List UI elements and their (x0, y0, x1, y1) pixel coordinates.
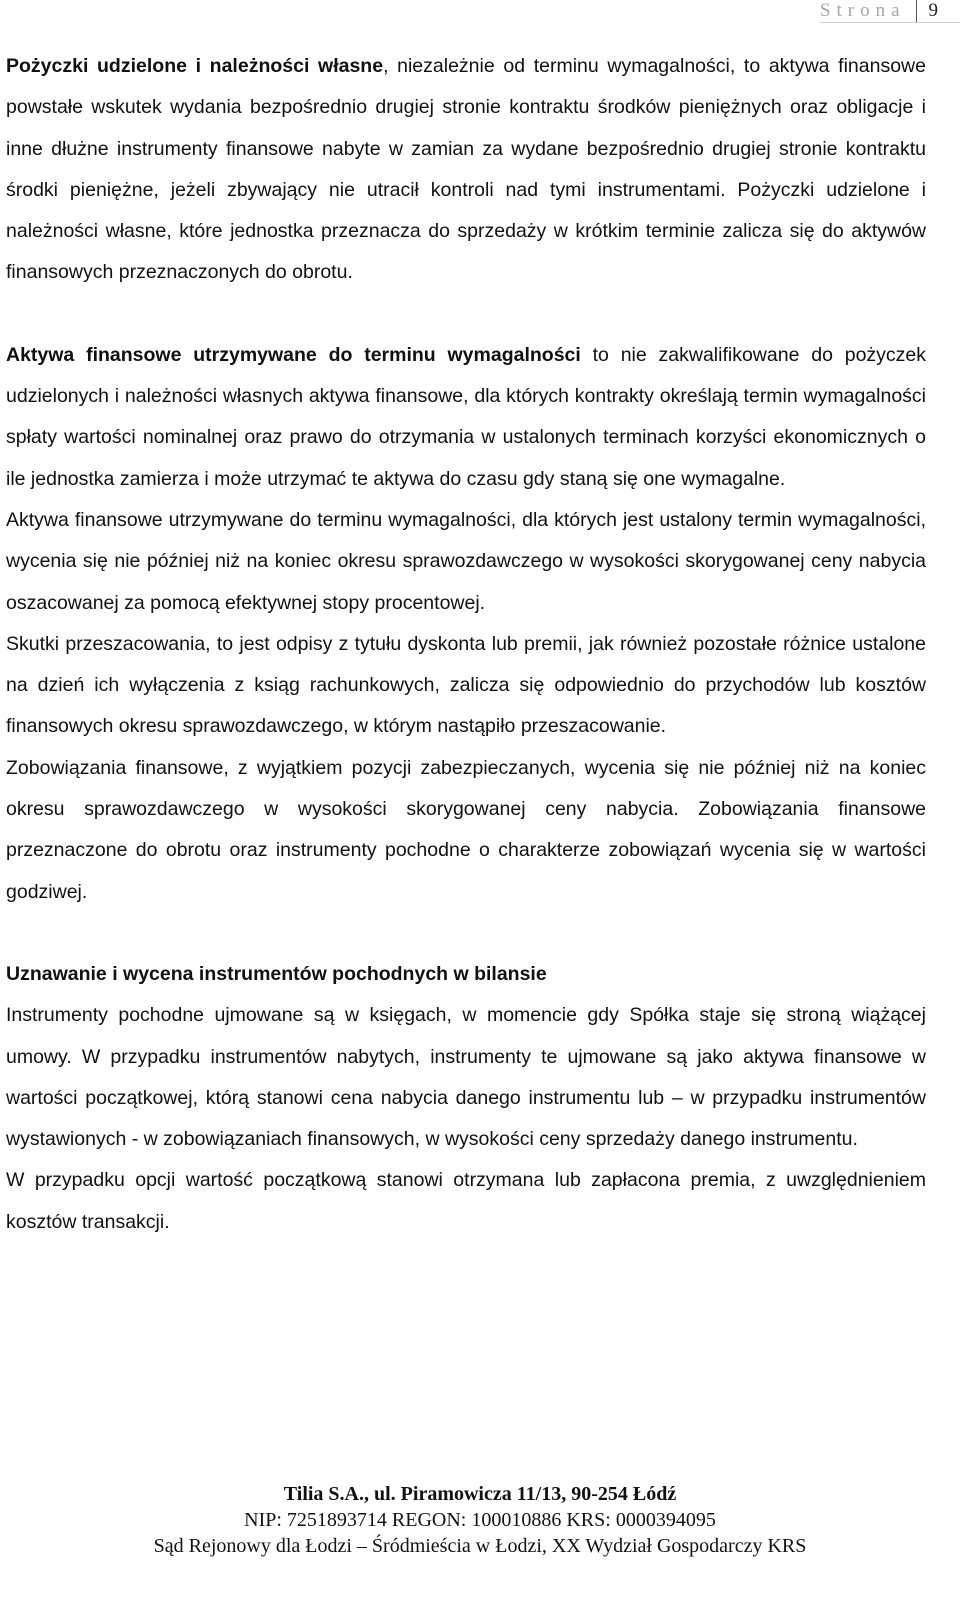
paragraph-held-to-maturity-text: to nie zakwalifikowane do pożyczek udzielonych i należności własnych aktywa finansowe, dla których kontrakty określają termin wymagalności spłaty wartości nominalnej oraz prawo do otrzymania w ustalonych terminach korzyści ekonomicznych o ile jednostka zamierza i może utrzymać te aktywa do czasu gdy staną się one wymagalne. (6, 343, 927, 490)
page-header (820, 0, 960, 23)
page-label: Strona (819, 0, 906, 21)
paragraph-derivatives: Instrumenty pochodne ujmowane są w księgach, w momencie gdy Spółka staje się stroną wiążącej umowy. W przypadku instrumentów nabytych, instrumenty te ujmowane są jako aktywa finansowe w wartości początkowej, którą stanowi cena nabycia danego instrumentu lub – w przypadku instrumentów wystawionych - w zobowiązaniach finansowych, w wysokości ceny sprzedaży danego instrumentu. (6, 1004, 926, 1151)
paragraph-liabilities: Zobowiązania finansowe, z wyjątkiem pozycji zabezpieczanych, wycenia się nie później niż na koniec okresu sprawozdawczego w wysokości skorygowanej ceny nabycia. Zobowiązania finansowe przeznaczone do obrotu oraz instrumenty pochodne o charakterze zobowiązań wycenia się w wartości godziwej. (6, 756, 926, 903)
footer-court: Sąd Rejonowy dla Łodzi – Śródmieścia w Łodzi, XX Wydział Gospodarczy KRS (153, 1535, 807, 1557)
page-footer (0, 1481, 960, 1559)
paragraph-revaluation: Skutki przeszacowania, to jest odpisy z tytułu dyskonta lub premii, jak również pozostałe różnice ustalone na dzień ich wyłączenia z ksiąg rachunkowych, zalicza się odpowiednio do przychodów lub kosztów finansowych okresu sprawozdawczego, w którym nastąpiło przeszacowanie. (6, 632, 926, 738)
footer-registration-numbers: NIP: 7251893714 REGON: 100010886 KRS: 0000394095 (244, 1509, 716, 1531)
spacer (6, 294, 926, 335)
section-heading-text: Uznawanie i wycena instrumentów pochodnych w bilansie (6, 962, 547, 985)
paragraph-valuation: Aktywa finansowe utrzymywane do terminu wymagalności, dla których jest ustalony termin wymagalności, wycenia się nie później niż na koniec okresu sprawozdawczego w wysokości skorygowanej ceny nabycia oszacowanej za pomocą efektywnej stopy procentowej. (6, 508, 926, 614)
document-body (6, 46, 926, 1243)
paragraph-loans (6, 46, 926, 294)
paragraph-options: W przypadku opcji wartość początkową stanowi otrzymana lub zapłacona premia, z uwzględnieniem kosztów transakcji. (6, 1169, 926, 1233)
paragraph-loans-text: , niezależnie od terminu wymagalności, to aktywa finansowe powstałe wskutek wydania bezpośrednio drugiej stronie kontraktu środków pieniężnych oraz obligacje i inne dłużne instrumenty finansowe nabyte w zamian za wydane bezpośrednio drugiej stronie kontraktu środki pieniężne, jeżeli zbywający nie utracił kontroli nad tymi instrumentami. Pożyczki udzielone i należności własne, które jednostka przeznacza do sprzedaży w krótkim terminie zalicza się do aktywów finansowych przeznaczonych do obrotu. (6, 55, 926, 284)
spacer (6, 913, 926, 954)
paragraph-held-to-maturity (6, 335, 926, 500)
footer-company-address: Tilia S.A., ul. Piramowicza 11/13, 90-254 Łódź (283, 1483, 677, 1505)
section-heading (6, 954, 926, 995)
page-number: 9 (928, 0, 938, 21)
term-loans: Pożyczki udzielone i należności własne (6, 55, 384, 77)
term-held-to-maturity: Aktywa finansowe utrzymywane do terminu wymagalności (6, 343, 581, 366)
